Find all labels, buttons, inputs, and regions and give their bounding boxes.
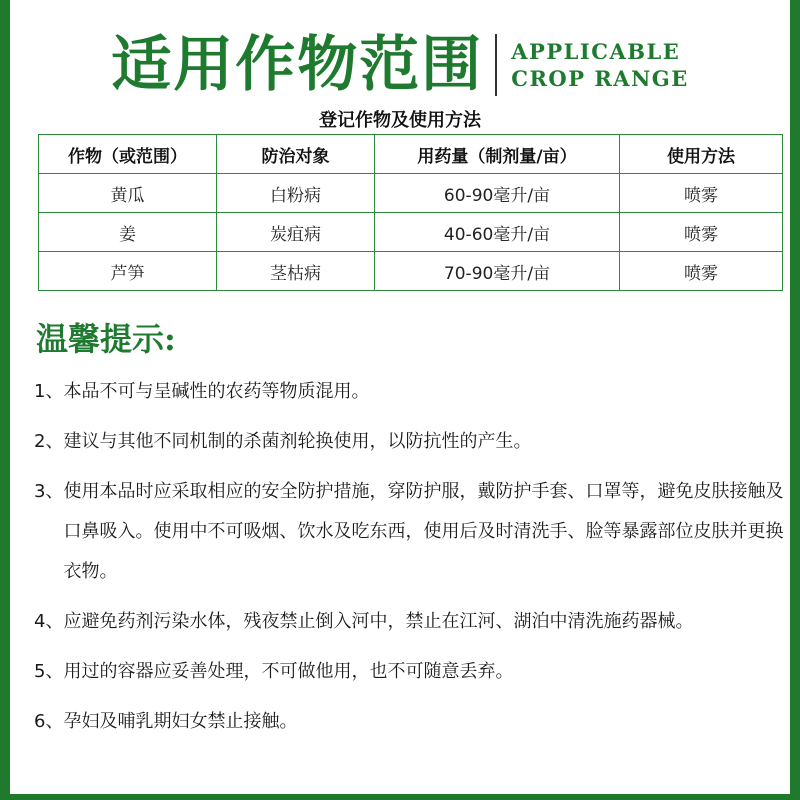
cell-crop: 芦笋 — [39, 252, 217, 291]
note-number: 6、 — [34, 711, 64, 732]
column-header-method: 使用方法 — [620, 135, 783, 174]
column-header-crop: 作物（或范围） — [39, 135, 217, 174]
cell-crop: 姜 — [39, 213, 217, 252]
list-item — [34, 372, 790, 412]
table-row — [39, 252, 783, 291]
note-text: 建议与其他不同机制的杀菌剂轮换使用，以防抗性的产生。 — [63, 431, 532, 452]
title-divider — [495, 34, 497, 96]
note-text: 本品不可与呈碱性的农药等物质混用。 — [63, 381, 370, 402]
note-text: 孕妇及哺乳期妇女禁止接触。 — [63, 711, 298, 732]
column-header-target: 防治对象 — [217, 135, 375, 174]
title-row — [10, 22, 790, 108]
table-caption: 登记作物及使用方法 — [319, 110, 481, 131]
english-title-line-1: APPLICABLE — [511, 38, 681, 64]
cell-method: 喷雾 — [620, 174, 783, 213]
list-item — [34, 702, 790, 742]
notes-list — [34, 372, 790, 752]
cell-dosage: 60-90毫升/亩 — [375, 174, 620, 213]
english-title — [511, 38, 688, 93]
list-item — [34, 422, 790, 462]
page-title: 适用作物范围 — [111, 30, 484, 100]
list-item — [34, 602, 790, 642]
cell-method: 喷雾 — [620, 213, 783, 252]
cell-target: 炭疽病 — [217, 213, 375, 252]
cell-crop: 黄瓜 — [39, 174, 217, 213]
cell-dosage: 70-90毫升/亩 — [375, 252, 620, 291]
table-row — [39, 174, 783, 213]
crop-usage-table — [38, 134, 783, 291]
cell-target: 白粉病 — [217, 174, 375, 213]
english-title-line-2: CROP RANGE — [511, 66, 689, 91]
list-item — [34, 652, 790, 692]
note-number: 2、 — [34, 431, 64, 452]
cell-dosage: 40-60毫升/亩 — [375, 213, 620, 252]
table-row — [39, 213, 783, 252]
cell-method: 喷雾 — [620, 252, 783, 291]
table-header-row — [39, 135, 783, 174]
note-text: 用过的容器应妥善处理，不可做他用，也不可随意丢弃。 — [63, 661, 514, 682]
note-text: 使用本品时应采取相应的安全防护措施，穿防护服，戴防护手套、口罩等，避免皮肤接触及口鼻吸入。使用中不可吸烟、饮水及吃东西，使用后及时清洗手、脸等暴露部位皮肤并更换衣物。 — [63, 481, 784, 582]
cell-target: 茎枯病 — [217, 252, 375, 291]
note-number: 5、 — [34, 661, 64, 682]
column-header-dosage: 用药量（制剂量/亩） — [375, 135, 620, 174]
note-number: 3、 — [34, 481, 64, 502]
notes-heading: 温馨提示: — [36, 320, 176, 358]
note-text: 应避免药剂污染水体，残夜禁止倒入河中，禁止在江河、湖泊中清洗施药器械。 — [63, 611, 694, 632]
note-number: 1、 — [34, 381, 64, 402]
note-number: 4、 — [34, 611, 64, 632]
list-item — [34, 472, 790, 592]
